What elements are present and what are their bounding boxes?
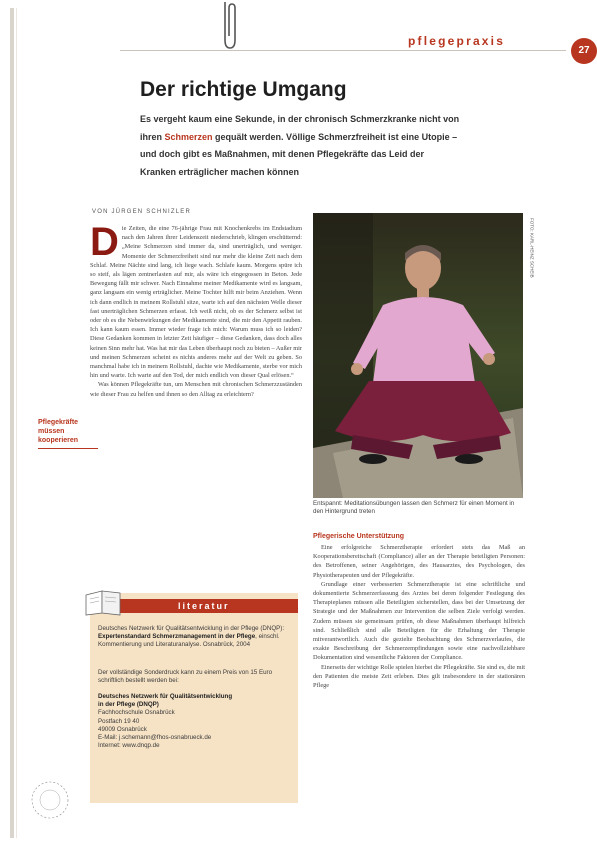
address-line: Internet: www.dnqp.de	[98, 742, 160, 750]
photo-credit-text: FOTO: KARL-HEINZ SCHEIB	[529, 218, 535, 278]
pull-quote	[38, 418, 98, 449]
page-edge	[10, 8, 14, 838]
address-line: E-Mail: j.schemann@fhos-osnabrueck.de	[98, 734, 212, 742]
lead-highlight: Schmerzen	[164, 131, 213, 142]
body-paragraph: Eine erfolgreiche Schmerztherapie erfordert stets das Maß an Kooperationsbereitschaft (Compliance) aller an der Therapie beteiligten Personen: des Betroffenen, seiner Angehörigen, des Hausarztes, des Psychologen, des Physiotherapeuten und der Pflegekräfte.	[313, 544, 525, 579]
literature-address	[98, 693, 290, 750]
pull-quote-line: müssen	[38, 428, 65, 435]
photo-credit	[526, 216, 535, 306]
meditation-photo	[313, 213, 523, 498]
literature-note: Der vollständige Sonderdruck kann zu einem Preis von 15 Euro schriftlich bestellt werden bei:	[98, 669, 273, 685]
address-line: 49009 Osnabrück	[98, 725, 147, 733]
body-column-left	[90, 220, 302, 574]
page-number: 27	[571, 38, 597, 64]
photo-caption: Entspannt: Meditationsübungen lassen den Schmerz für einen Moment in den Hintergrund treten	[313, 500, 515, 515]
paperclip-icon	[218, 0, 240, 52]
address-line: Fachhochschule Osnabrück	[98, 709, 175, 717]
address-line: Postfach 19 40	[98, 717, 140, 725]
body-paragraph	[90, 220, 302, 380]
drop-cap: D	[90, 220, 119, 264]
article-lead	[140, 111, 460, 181]
body-paragraph-text: ie Zeiten, die eine 76-jährige Frau mit Knochenkrebs im Endstadium nach den Jahren ihrer Leidenszeit niederschrieb, klingen erschütternd: „Meine Schmerzen sind immer da, sind unerträglich, und weniger. Momente der Schmerzfreiheit sind nur mehr die kleine Zeit nach dem Schlaf. Meine Nächte sind lang, ich liege wach. Schlafe kaum. Morgens spüre ich so steif, als lägen zentnerlasten auf mir, als wäre ich eingegossen in Beton. Jede Bewegung fällt mir schwer. Nach Einnahme meiner Medikamente wird es langsam, ganz langsam ein wenig erträglicher. Meine Tochter hilft mir beim Anziehen. Wenn ich dann endlich in meinem Rollstuhl sitze, warte ich auf den nächsten Welle dieser fast unerträglichen Schmerzen erfasst. Ich weiß nicht, ob es der Schmerz selbst ist oder ob es die Nebenwirkungen der Medikamente sind, die mir den Appetit rauben. Ich kann kaum essen. Immer wieder frage ich mich: Warum muss ich so leiden? Diese Gedanken kommen in letzter Zeit häufiger – diese Gedanken, dass doch alles keinen Sinn mehr hat. Was hat mir das Leben überhaupt noch zu bieten – Außer mir und meinen Schmerzen scheint es nichts anderes mehr auf der Welt zu geben. So manchmal habe ich in meinem Rollstuhl, dachte wie Medikamente, sterbe vor mich hin und warte. Ich warte auf den Tod, der mich endlich von dieser Qual erlösen.“	[90, 225, 302, 380]
body-paragraph-2: Was können Pflegekräfte tun, um Menschen mit chronischen Schmerzzuständen wie dieser Frau zu helfen und ihnen so den Alltag zu erleichtern?	[90, 381, 302, 398]
section-label: pflegepraxis	[408, 34, 506, 48]
literature-box	[90, 593, 298, 803]
literature-entry	[98, 625, 290, 650]
pull-quote-line: kooperieren	[38, 437, 79, 444]
lead-part-2: gequält werden. Völlige Schmerzfreiheit ist eine Utopie – und doch gibt es Maßnahmen, mit denen Pflegekräfte das Leid der Kranken erträglicher machen können	[140, 131, 458, 177]
literature-entry-prefix: Deutsches Netzwerk für Qualitätsentwicklung in der Pflege (DNQP):	[98, 625, 285, 632]
literature-entry-title: Expertenstandard Schmerzmanagement in der Pflege	[98, 633, 256, 641]
body-paragraph: Grundlage einer verbesserten Schmerztherapie ist eine schriftliche und dokumentierte Schmerzerfassung des Arztes bei deren folgender Festlegung des Therapieplanes müssen alle Beteiligten sicherstellen, dass bei der Umsetzung der Strategie und der Maßnahmen zur Intervention die selben Ziele verfolgt werden. Zudem müssen sie gemeinsam prüfen, ob diese Maßnahmen überhaupt hilfreich sind. Schließlich sind alle Beteiligten für die Erhaltung der Therapie mitverantwortlich. Auch die gezielte Beobachtung des Schmerzverlaufes, die exakte Beschreibung der Schmerzempfindungen sowie eine nachvollziehbare Dokumentation sind wesentliche Faktoren der Compliance.	[313, 580, 525, 662]
literature-entry-suffix: , einschl. Kommentierung und Literaturanalyse. Osnabrück, 2004	[98, 633, 280, 649]
body-column-right	[313, 543, 525, 841]
lead-part-1: Es vergeht kaum eine Sekunde, in der chronisch Schmerzkranke nicht von ihren	[140, 114, 460, 142]
body-paragraph: Einerseits der wichtige Rolle spielen hierbei die Pflegekräfte. Sie sind es, die mit den Patienten die meiste Zeit erleben. Dies gilt insbesondere in der stationären Pflege	[313, 663, 525, 690]
pull-quote-line: Pflegekräfte	[38, 419, 79, 426]
section-subhead: Pflegerische Unterstützung	[313, 533, 405, 540]
byline: VON JÜRGEN SCHNIZLER	[92, 209, 192, 215]
literature-header-label: literatur	[178, 601, 230, 611]
open-book-icon	[82, 587, 124, 617]
page-edge-line	[16, 8, 17, 838]
address-line: in der Pflege (DNQP)	[98, 701, 159, 709]
header-rule	[120, 50, 566, 51]
article-title: Der richtige Umgang	[140, 78, 347, 101]
stamp-icon	[28, 775, 72, 825]
address-line: Deutsches Netzwerk für Qualitätsentwicklung	[98, 693, 233, 700]
